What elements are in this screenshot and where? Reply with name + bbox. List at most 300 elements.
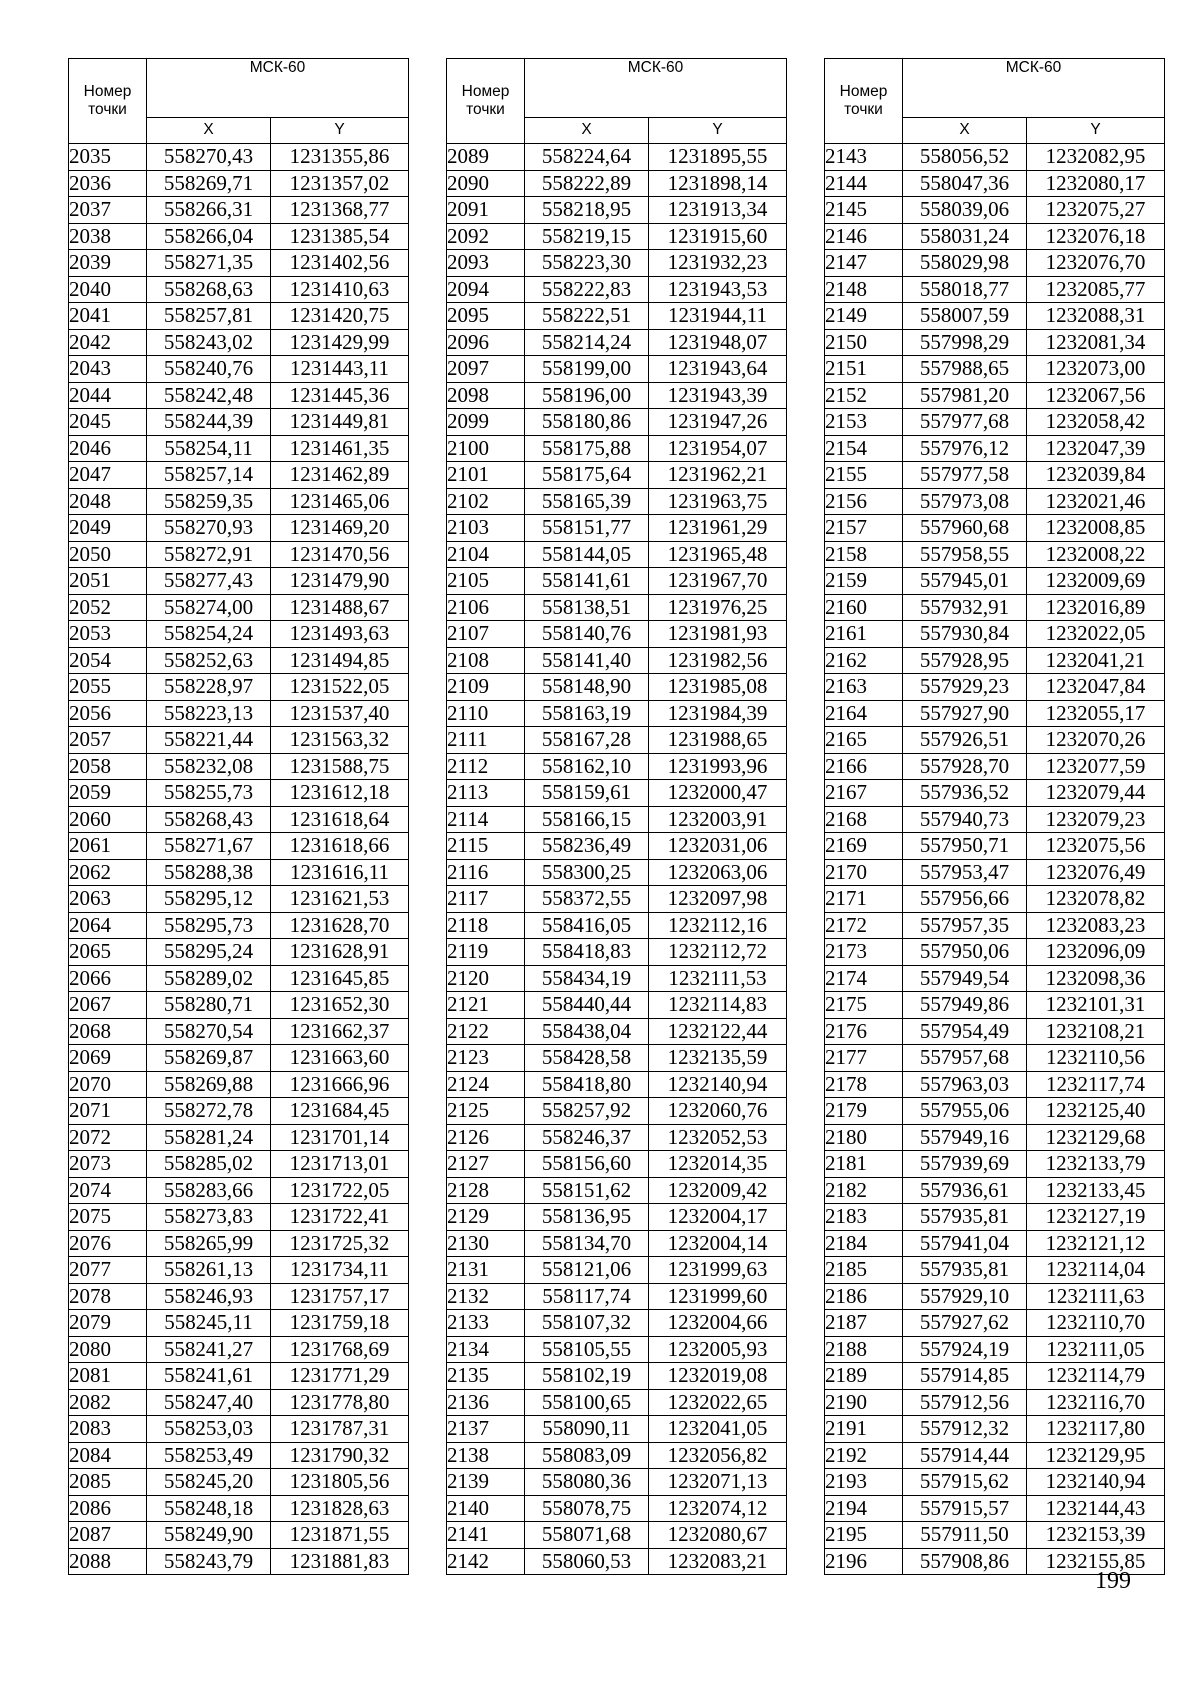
table-row (447, 435, 787, 462)
point-number-cell: 2091 (447, 197, 525, 224)
y-coordinate-cell: 1231943,53 (649, 276, 787, 303)
x-coordinate-cell: 557915,57 (903, 1495, 1027, 1522)
y-coordinate-cell: 1231494,85 (271, 647, 409, 674)
point-number-cell: 2076 (69, 1230, 147, 1257)
point-number-cell: 2046 (69, 435, 147, 462)
x-coordinate-cell: 557988,65 (903, 356, 1027, 383)
y-coordinate-cell: 1232076,49 (1027, 859, 1165, 886)
y-coordinate-cell: 1231522,05 (271, 674, 409, 701)
x-coordinate-cell: 558214,24 (525, 329, 649, 356)
point-number-cell: 2050 (69, 541, 147, 568)
table-row (825, 144, 1165, 171)
table-row (447, 382, 787, 409)
y-coordinate-cell: 1231465,06 (271, 488, 409, 515)
y-coordinate-cell: 1231488,67 (271, 594, 409, 621)
point-header-line1: Номер (839, 83, 888, 100)
y-coordinate-cell: 1232122,44 (649, 1018, 787, 1045)
point-number-cell: 2077 (69, 1257, 147, 1284)
point-number-cell: 2058 (69, 753, 147, 780)
table-row (69, 568, 409, 595)
table-row (69, 1045, 409, 1072)
point-number-cell: 2182 (825, 1177, 903, 1204)
point-number-cell: 2063 (69, 886, 147, 913)
y-coordinate-cell: 1231493,63 (271, 621, 409, 648)
y-coordinate-cell: 1232055,17 (1027, 700, 1165, 727)
x-coordinate-cell: 558281,24 (147, 1124, 271, 1151)
y-coordinate-cell: 1231954,07 (649, 435, 787, 462)
table-row (825, 1098, 1165, 1125)
table-row (447, 1177, 787, 1204)
point-number-cell: 2145 (825, 197, 903, 224)
y-coordinate-cell: 1232101,31 (1027, 992, 1165, 1019)
table-row (69, 276, 409, 303)
point-number-cell: 2125 (447, 1098, 525, 1125)
table-row (447, 170, 787, 197)
table-row (447, 992, 787, 1019)
point-number-cell: 2178 (825, 1071, 903, 1098)
x-coordinate-cell: 557973,08 (903, 488, 1027, 515)
x-coordinate-cell: 557915,62 (903, 1469, 1027, 1496)
x-coordinate-cell: 558047,36 (903, 170, 1027, 197)
point-number-cell: 2143 (825, 144, 903, 171)
y-coordinate-cell: 1232000,47 (649, 780, 787, 807)
x-coordinate-cell: 558165,39 (525, 488, 649, 515)
x-coordinate-cell: 558221,44 (147, 727, 271, 754)
table-row (447, 1230, 787, 1257)
point-number-cell: 2118 (447, 912, 525, 939)
point-number-cell: 2164 (825, 700, 903, 727)
y-coordinate-cell: 1231537,40 (271, 700, 409, 727)
x-coordinate-cell: 558271,35 (147, 250, 271, 277)
y-coordinate-cell: 1231368,77 (271, 197, 409, 224)
point-number-cell: 2151 (825, 356, 903, 383)
table-row (69, 1495, 409, 1522)
table-row (447, 806, 787, 833)
table-row (447, 833, 787, 860)
y-coordinate-cell: 1232111,05 (1027, 1336, 1165, 1363)
point-number-cell: 2179 (825, 1098, 903, 1125)
point-number-cell: 2071 (69, 1098, 147, 1125)
point-number-cell: 2132 (447, 1283, 525, 1310)
table-row (69, 833, 409, 860)
y-coordinate-cell: 1231787,31 (271, 1416, 409, 1443)
x-coordinate-cell: 558246,37 (525, 1124, 649, 1151)
point-number-cell: 2097 (447, 356, 525, 383)
x-coordinate-cell: 558247,40 (147, 1389, 271, 1416)
x-coordinate-cell: 558166,15 (525, 806, 649, 833)
x-coordinate-cell: 557940,73 (903, 806, 1027, 833)
table-row (825, 541, 1165, 568)
x-coordinate-cell: 558199,00 (525, 356, 649, 383)
x-coordinate-cell: 557949,54 (903, 965, 1027, 992)
table-row (447, 197, 787, 224)
x-coordinate-cell: 557912,56 (903, 1389, 1027, 1416)
point-number-cell: 2094 (447, 276, 525, 303)
table-row (447, 276, 787, 303)
point-number-cell: 2188 (825, 1336, 903, 1363)
table-row (825, 488, 1165, 515)
table-row (447, 1257, 787, 1284)
table-row (447, 223, 787, 250)
point-number-cell: 2035 (69, 144, 147, 171)
point-number-header (69, 59, 147, 144)
x-coordinate-cell: 558151,62 (525, 1177, 649, 1204)
x-coordinate-cell: 558180,86 (525, 409, 649, 436)
y-coordinate-cell: 1231618,66 (271, 833, 409, 860)
x-coordinate-cell: 558272,91 (147, 541, 271, 568)
x-coordinate-cell: 558156,60 (525, 1151, 649, 1178)
point-number-cell: 2085 (69, 1469, 147, 1496)
x-coordinate-cell: 558274,00 (147, 594, 271, 621)
point-number-cell: 2162 (825, 647, 903, 674)
table-row (69, 1389, 409, 1416)
point-number-cell: 2112 (447, 753, 525, 780)
x-coordinate-cell: 558249,90 (147, 1522, 271, 1549)
x-coordinate-cell: 558105,55 (525, 1336, 649, 1363)
table-row (69, 250, 409, 277)
y-coordinate-cell: 1231402,56 (271, 250, 409, 277)
point-number-cell: 2078 (69, 1283, 147, 1310)
table-row (825, 409, 1165, 436)
table-row (447, 462, 787, 489)
table-row (447, 594, 787, 621)
point-number-cell: 2067 (69, 992, 147, 1019)
table-row (825, 1204, 1165, 1231)
y-coordinate-cell: 1231713,01 (271, 1151, 409, 1178)
table-row (69, 1442, 409, 1469)
y-coordinate-cell: 1231420,75 (271, 303, 409, 330)
x-coordinate-cell: 558138,51 (525, 594, 649, 621)
x-coordinate-cell: 558232,08 (147, 753, 271, 780)
x-coordinate-cell: 557930,84 (903, 621, 1027, 648)
x-coordinate-cell: 558148,90 (525, 674, 649, 701)
x-coordinate-cell: 557924,19 (903, 1336, 1027, 1363)
y-coordinate-cell: 1232004,14 (649, 1230, 787, 1257)
point-number-cell: 2150 (825, 329, 903, 356)
y-coordinate-cell: 1231895,55 (649, 144, 787, 171)
y-coordinate-cell: 1232019,08 (649, 1363, 787, 1390)
table-row (69, 1071, 409, 1098)
y-coordinate-cell: 1231612,18 (271, 780, 409, 807)
coordinates-table-2 (446, 58, 787, 1575)
y-coordinate-cell: 1231684,45 (271, 1098, 409, 1125)
y-coordinate-cell: 1231628,70 (271, 912, 409, 939)
y-coordinate-cell: 1231734,11 (271, 1257, 409, 1284)
y-coordinate-cell: 1232117,74 (1027, 1071, 1165, 1098)
table-row (69, 541, 409, 568)
x-coordinate-cell: 558253,03 (147, 1416, 271, 1443)
table-row (447, 329, 787, 356)
x-coordinate-cell: 558265,99 (147, 1230, 271, 1257)
y-coordinate-cell: 1231988,65 (649, 727, 787, 754)
table-row (447, 541, 787, 568)
y-coordinate-cell: 1232080,17 (1027, 170, 1165, 197)
y-coordinate-cell: 1232083,21 (649, 1548, 787, 1575)
point-number-cell: 2130 (447, 1230, 525, 1257)
point-number-cell: 2123 (447, 1045, 525, 1072)
y-coordinate-cell: 1232085,77 (1027, 276, 1165, 303)
point-number-cell: 2187 (825, 1310, 903, 1337)
coordinates-table-1 (68, 58, 409, 1575)
y-coordinate-cell: 1231999,63 (649, 1257, 787, 1284)
y-coordinate-cell: 1231757,17 (271, 1283, 409, 1310)
point-number-cell: 2052 (69, 594, 147, 621)
y-coordinate-cell: 1232114,79 (1027, 1363, 1165, 1390)
point-number-cell: 2146 (825, 223, 903, 250)
point-number-cell: 2158 (825, 541, 903, 568)
y-coordinate-cell: 1232117,80 (1027, 1416, 1165, 1443)
y-coordinate-cell: 1232071,13 (649, 1469, 787, 1496)
point-number-cell: 2153 (825, 409, 903, 436)
y-coordinate-cell: 1232129,68 (1027, 1124, 1165, 1151)
x-coordinate-cell: 558245,20 (147, 1469, 271, 1496)
table-row (69, 886, 409, 913)
table-row (69, 197, 409, 224)
y-coordinate-cell: 1231805,56 (271, 1469, 409, 1496)
table-row (447, 674, 787, 701)
x-coordinate-cell: 558236,49 (525, 833, 649, 860)
y-coordinate-cell: 1231943,39 (649, 382, 787, 409)
point-number-cell: 2139 (447, 1469, 525, 1496)
y-coordinate-cell: 1231470,56 (271, 541, 409, 568)
y-coordinate-cell: 1231768,69 (271, 1336, 409, 1363)
table-row (69, 1018, 409, 1045)
point-number-cell: 2037 (69, 197, 147, 224)
table-row (825, 276, 1165, 303)
x-coordinate-cell: 557939,69 (903, 1151, 1027, 1178)
x-coordinate-cell: 557929,23 (903, 674, 1027, 701)
point-number-cell: 2172 (825, 912, 903, 939)
y-coordinate-cell: 1232047,84 (1027, 674, 1165, 701)
y-coordinate-cell: 1232022,05 (1027, 621, 1165, 648)
table-row (69, 1548, 409, 1575)
table-row (447, 1522, 787, 1549)
point-header-line2: точки (844, 101, 883, 118)
table-row (447, 1389, 787, 1416)
point-number-cell: 2038 (69, 223, 147, 250)
y-coordinate-cell: 1231915,60 (649, 223, 787, 250)
y-coordinate-cell: 1231385,54 (271, 223, 409, 250)
point-number-cell: 2044 (69, 382, 147, 409)
y-coordinate-cell: 1231944,11 (649, 303, 787, 330)
table-row (825, 780, 1165, 807)
x-coordinate-cell: 558117,74 (525, 1283, 649, 1310)
point-number-cell: 2105 (447, 568, 525, 595)
y-coordinate-cell: 1231985,08 (649, 674, 787, 701)
x-coordinate-cell: 558257,14 (147, 462, 271, 489)
point-number-cell: 2137 (447, 1416, 525, 1443)
y-column-header: Y (1027, 117, 1165, 143)
x-coordinate-cell: 558295,73 (147, 912, 271, 939)
x-coordinate-cell: 558271,67 (147, 833, 271, 860)
point-number-cell: 2117 (447, 886, 525, 913)
y-coordinate-cell: 1231701,14 (271, 1124, 409, 1151)
table-row (69, 462, 409, 489)
y-coordinate-cell: 1232041,05 (649, 1416, 787, 1443)
point-number-cell: 2181 (825, 1151, 903, 1178)
table-row (447, 859, 787, 886)
y-coordinate-cell: 1232003,91 (649, 806, 787, 833)
table-row (447, 1283, 787, 1310)
x-coordinate-cell: 557914,85 (903, 1363, 1027, 1390)
x-coordinate-cell: 558224,64 (525, 144, 649, 171)
table-row (825, 1442, 1165, 1469)
table-row (447, 1045, 787, 1072)
x-coordinate-cell: 558071,68 (525, 1522, 649, 1549)
x-coordinate-cell: 558280,71 (147, 992, 271, 1019)
y-coordinate-cell: 1232008,22 (1027, 541, 1165, 568)
x-coordinate-cell: 557998,29 (903, 329, 1027, 356)
point-number-cell: 2057 (69, 727, 147, 754)
point-number-cell: 2083 (69, 1416, 147, 1443)
y-coordinate-cell: 1231948,07 (649, 329, 787, 356)
y-coordinate-cell: 1232112,16 (649, 912, 787, 939)
y-coordinate-cell: 1231722,05 (271, 1177, 409, 1204)
table-row (447, 1336, 787, 1363)
y-coordinate-cell: 1231771,29 (271, 1363, 409, 1390)
x-coordinate-cell: 558270,43 (147, 144, 271, 171)
x-coordinate-cell: 557963,03 (903, 1071, 1027, 1098)
point-number-cell: 2074 (69, 1177, 147, 1204)
table-row (69, 144, 409, 171)
table-row (447, 568, 787, 595)
y-coordinate-cell: 1231621,53 (271, 886, 409, 913)
table-row (447, 250, 787, 277)
y-coordinate-cell: 1232058,42 (1027, 409, 1165, 436)
y-coordinate-cell: 1231628,91 (271, 939, 409, 966)
x-column-header: X (147, 117, 271, 143)
y-coordinate-cell: 1232021,46 (1027, 488, 1165, 515)
table-row (69, 594, 409, 621)
point-number-cell: 2148 (825, 276, 903, 303)
table-row (825, 1363, 1165, 1390)
y-coordinate-cell: 1232022,65 (649, 1389, 787, 1416)
x-coordinate-cell: 558285,02 (147, 1151, 271, 1178)
y-coordinate-cell: 1232133,79 (1027, 1151, 1165, 1178)
table-row (69, 621, 409, 648)
point-number-cell: 2108 (447, 647, 525, 674)
point-number-cell: 2136 (447, 1389, 525, 1416)
y-coordinate-cell: 1231357,02 (271, 170, 409, 197)
table-row (69, 1310, 409, 1337)
x-coordinate-cell: 557935,81 (903, 1204, 1027, 1231)
table-row (825, 356, 1165, 383)
point-number-cell: 2163 (825, 674, 903, 701)
y-coordinate-cell: 1231913,34 (649, 197, 787, 224)
x-coordinate-cell: 557981,20 (903, 382, 1027, 409)
y-coordinate-cell: 1232121,12 (1027, 1230, 1165, 1257)
x-coordinate-cell: 558257,92 (525, 1098, 649, 1125)
table-row (447, 488, 787, 515)
table-row (825, 1310, 1165, 1337)
table-row (69, 1363, 409, 1390)
x-coordinate-cell: 558259,35 (147, 488, 271, 515)
point-number-cell: 2065 (69, 939, 147, 966)
point-header-line2: точки (466, 101, 505, 118)
point-number-cell: 2041 (69, 303, 147, 330)
x-coordinate-cell: 558140,76 (525, 621, 649, 648)
x-coordinate-cell: 558018,77 (903, 276, 1027, 303)
x-coordinate-cell: 557949,86 (903, 992, 1027, 1019)
y-coordinate-cell: 1231871,55 (271, 1522, 409, 1549)
table-row (447, 1469, 787, 1496)
table-row (447, 1442, 787, 1469)
x-coordinate-cell: 558269,88 (147, 1071, 271, 1098)
point-number-cell: 2156 (825, 488, 903, 515)
x-coordinate-cell: 558241,61 (147, 1363, 271, 1390)
point-number-cell: 2100 (447, 435, 525, 462)
point-number-cell: 2152 (825, 382, 903, 409)
y-coordinate-cell: 1231355,86 (271, 144, 409, 171)
x-coordinate-cell: 558252,63 (147, 647, 271, 674)
table-row (825, 674, 1165, 701)
table-row (447, 780, 787, 807)
point-number-cell: 2120 (447, 965, 525, 992)
point-number-cell: 2048 (69, 488, 147, 515)
x-coordinate-cell: 558440,44 (525, 992, 649, 1019)
table-row (69, 1151, 409, 1178)
y-coordinate-cell: 1231932,23 (649, 250, 787, 277)
table-row (447, 621, 787, 648)
point-number-cell: 2173 (825, 939, 903, 966)
table-row (825, 700, 1165, 727)
y-coordinate-cell: 1232129,95 (1027, 1442, 1165, 1469)
point-number-cell: 2154 (825, 435, 903, 462)
table-row (69, 912, 409, 939)
y-coordinate-cell: 1232112,72 (649, 939, 787, 966)
y-coordinate-cell: 1231469,20 (271, 515, 409, 542)
table-row (825, 250, 1165, 277)
x-coordinate-cell: 557960,68 (903, 515, 1027, 542)
point-number-cell: 2131 (447, 1257, 525, 1284)
x-coordinate-cell: 558268,43 (147, 806, 271, 833)
table-row (69, 1257, 409, 1284)
point-number-cell: 2106 (447, 594, 525, 621)
table-row (69, 1204, 409, 1231)
x-coordinate-cell: 558196,00 (525, 382, 649, 409)
y-coordinate-cell: 1231663,60 (271, 1045, 409, 1072)
table-row (69, 382, 409, 409)
table-row (825, 1230, 1165, 1257)
x-coordinate-cell: 558219,15 (525, 223, 649, 250)
x-coordinate-cell: 558121,06 (525, 1257, 649, 1284)
table-row (447, 965, 787, 992)
point-number-cell: 2155 (825, 462, 903, 489)
x-coordinate-cell: 558372,55 (525, 886, 649, 913)
x-coordinate-cell: 557936,52 (903, 780, 1027, 807)
y-coordinate-cell: 1231618,64 (271, 806, 409, 833)
y-coordinate-cell: 1231588,75 (271, 753, 409, 780)
x-coordinate-cell: 558254,11 (147, 435, 271, 462)
table-row (69, 647, 409, 674)
x-coordinate-cell: 557911,50 (903, 1522, 1027, 1549)
x-coordinate-cell: 558223,30 (525, 250, 649, 277)
table-row (69, 674, 409, 701)
table-row (447, 1098, 787, 1125)
table-row (69, 223, 409, 250)
point-header-line1: Номер (461, 83, 510, 100)
point-number-cell: 2121 (447, 992, 525, 1019)
x-coordinate-cell: 558266,31 (147, 197, 271, 224)
y-coordinate-cell: 1232076,18 (1027, 223, 1165, 250)
x-coordinate-cell: 557912,32 (903, 1416, 1027, 1443)
page-number: 199 (1095, 1568, 1131, 1594)
point-number-cell: 2042 (69, 329, 147, 356)
point-number-cell: 2068 (69, 1018, 147, 1045)
table-row (447, 1018, 787, 1045)
x-coordinate-cell: 558175,88 (525, 435, 649, 462)
y-coordinate-cell: 1232075,27 (1027, 197, 1165, 224)
